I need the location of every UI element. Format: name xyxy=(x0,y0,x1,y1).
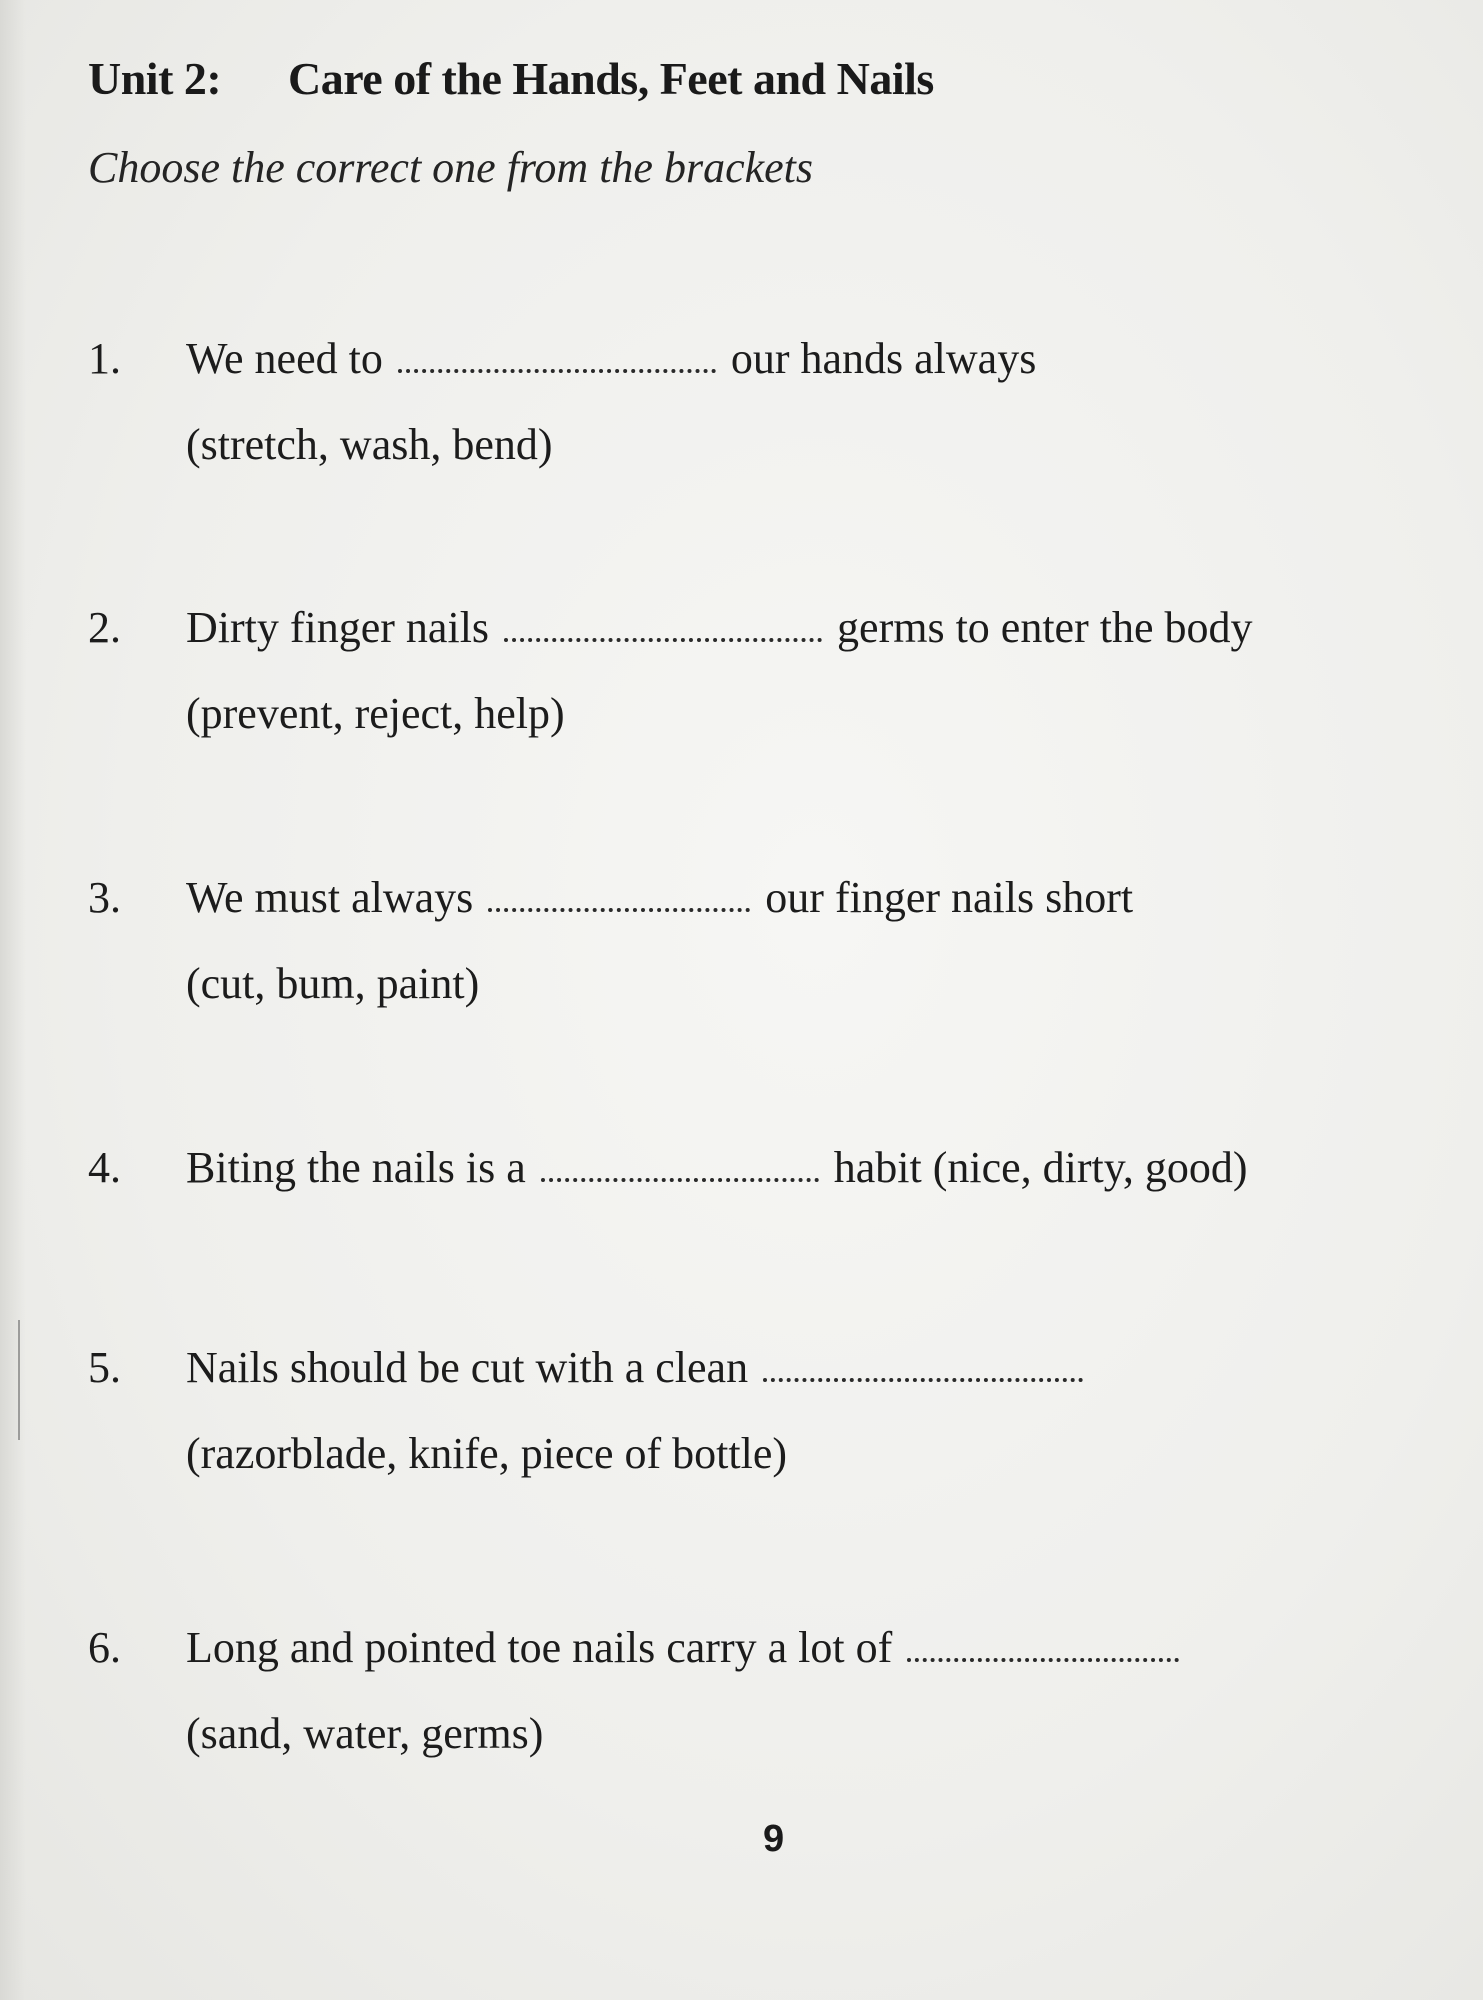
question-item xyxy=(88,316,1428,488)
question-text-before: We need to xyxy=(186,334,383,383)
question-text-before: Dirty finger nails xyxy=(186,603,490,652)
page-number: 9 xyxy=(763,1818,785,1860)
question-text-after: germs to enter the body xyxy=(837,603,1253,652)
question-item xyxy=(88,585,1428,757)
question-options: (cut, bum, paint) xyxy=(186,959,480,1008)
binding-mark xyxy=(18,1320,20,1440)
question-item xyxy=(88,1125,1428,1211)
page-edge-shadow xyxy=(0,0,26,2000)
question-sentence xyxy=(186,316,1428,402)
question-options: (stretch, wash, bend) xyxy=(186,420,553,469)
question-text-after: our finger nails short xyxy=(765,873,1134,922)
unit-title: Care of the Hands, Feet and Nails xyxy=(288,53,934,104)
question-options: (prevent, reject, help) xyxy=(186,689,565,738)
question-sentence xyxy=(186,1325,1428,1411)
question-number: 5. xyxy=(88,1343,121,1392)
question-item xyxy=(88,855,1428,1027)
question-number: 3. xyxy=(88,873,121,922)
question-item xyxy=(88,1605,1428,1777)
question-options: (razorblade, knife, piece of bottle) xyxy=(186,1429,788,1478)
question-text-before: Long and pointed toe nails carry a lot of xyxy=(186,1623,893,1672)
answer-blank xyxy=(763,1368,1083,1382)
question-number: 4. xyxy=(88,1143,121,1192)
question-sentence xyxy=(186,1125,1428,1211)
question-number: 2. xyxy=(88,603,121,652)
question-text-before: Biting the nails is a xyxy=(186,1143,526,1192)
unit-label: Unit 2: xyxy=(88,53,222,104)
answer-blank xyxy=(398,359,716,373)
unit-heading xyxy=(88,52,934,105)
instruction-text: Choose the correct one from the brackets xyxy=(88,143,814,192)
question-options: (sand, water, germs) xyxy=(186,1709,544,1758)
answer-blank xyxy=(907,1648,1179,1662)
question-number: 6. xyxy=(88,1623,121,1672)
answer-blank xyxy=(504,628,822,642)
answer-blank xyxy=(488,898,750,912)
question-sentence xyxy=(186,1605,1428,1691)
answer-blank xyxy=(541,1168,819,1182)
question-text-before: We must always xyxy=(186,873,474,922)
question-text-after: our hands always xyxy=(730,334,1037,383)
question-sentence xyxy=(186,585,1428,671)
question-text-before: Nails should be cut with a clean xyxy=(186,1343,749,1392)
question-sentence xyxy=(186,855,1428,941)
question-number: 1. xyxy=(88,334,121,383)
question-item xyxy=(88,1325,1428,1497)
question-text-after: habit (nice, dirty, good) xyxy=(833,1143,1248,1192)
